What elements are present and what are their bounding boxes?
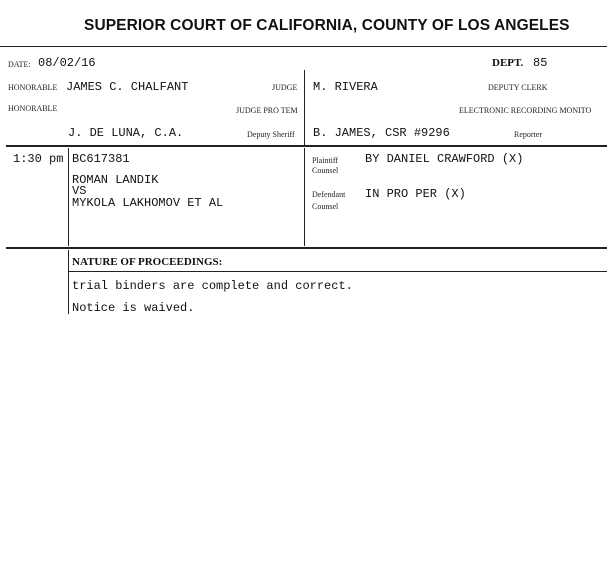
top-rule: [0, 46, 607, 47]
case-bottom-rule: [6, 247, 607, 249]
case-right-divider: [304, 148, 305, 246]
reporter-label: Reporter: [514, 130, 542, 139]
erm-label: ELECTRONIC RECORDING MONITO: [459, 106, 592, 115]
case-left-divider: [68, 148, 69, 246]
proceedings-rule: [68, 271, 607, 272]
judge-pro-tem-label: JUDGE PRO TEM: [236, 106, 298, 115]
case-number: BC617381: [72, 152, 130, 166]
header-divider: [304, 70, 305, 146]
sheriff-label: Deputy Sheriff: [247, 130, 295, 139]
defendant-party: MYKOLA LAKHOMOV ET AL: [72, 196, 224, 210]
defendant-label-2: Counsel: [312, 202, 339, 211]
honorable-label-2: HONORABLE: [8, 104, 58, 113]
proceedings-left-divider: [68, 250, 69, 314]
defendant-label-1: Defendant: [312, 190, 346, 199]
proceedings-heading: NATURE OF PROCEEDINGS:: [72, 256, 223, 268]
case-time: 1:30 pm: [13, 152, 64, 166]
deputy-clerk-name: M. RIVERA: [313, 80, 378, 94]
proceedings-line-2: Notice is waived.: [72, 301, 195, 315]
versus: VS: [72, 184, 87, 198]
sheriff-name: J. DE LUNA, C.A.: [68, 126, 184, 140]
dept-label: DEPT.: [492, 57, 524, 69]
plaintiff-label-1: Plaintiff: [312, 156, 339, 165]
judge-label: JUDGE: [272, 83, 298, 92]
defendant-counsel: IN PRO PER (X): [365, 187, 466, 201]
plaintiff-label-2: Counsel: [312, 166, 339, 173]
plaintiff-party: ROMAN LANDIK: [72, 173, 159, 187]
header-bottom-rule: [6, 145, 607, 147]
plaintiff-counsel: BY DANIEL CRAWFORD (X): [365, 152, 524, 166]
honorable-label-1: HONORABLE: [8, 83, 58, 92]
dept-value: 85: [533, 56, 548, 70]
date-value: 08/02/16: [38, 56, 96, 70]
judge-name: JAMES C. CHALFANT: [66, 80, 189, 94]
court-title: SUPERIOR COURT OF CALIFORNIA, COUNTY OF LOS ANGELES: [84, 17, 570, 34]
deputy-clerk-label: DEPUTY CLERK: [488, 83, 548, 92]
proceedings-line-1: trial binders are complete and correct.: [72, 279, 353, 293]
reporter-name: B. JAMES, CSR #9296: [313, 126, 450, 140]
date-label: DATE:: [8, 60, 31, 69]
